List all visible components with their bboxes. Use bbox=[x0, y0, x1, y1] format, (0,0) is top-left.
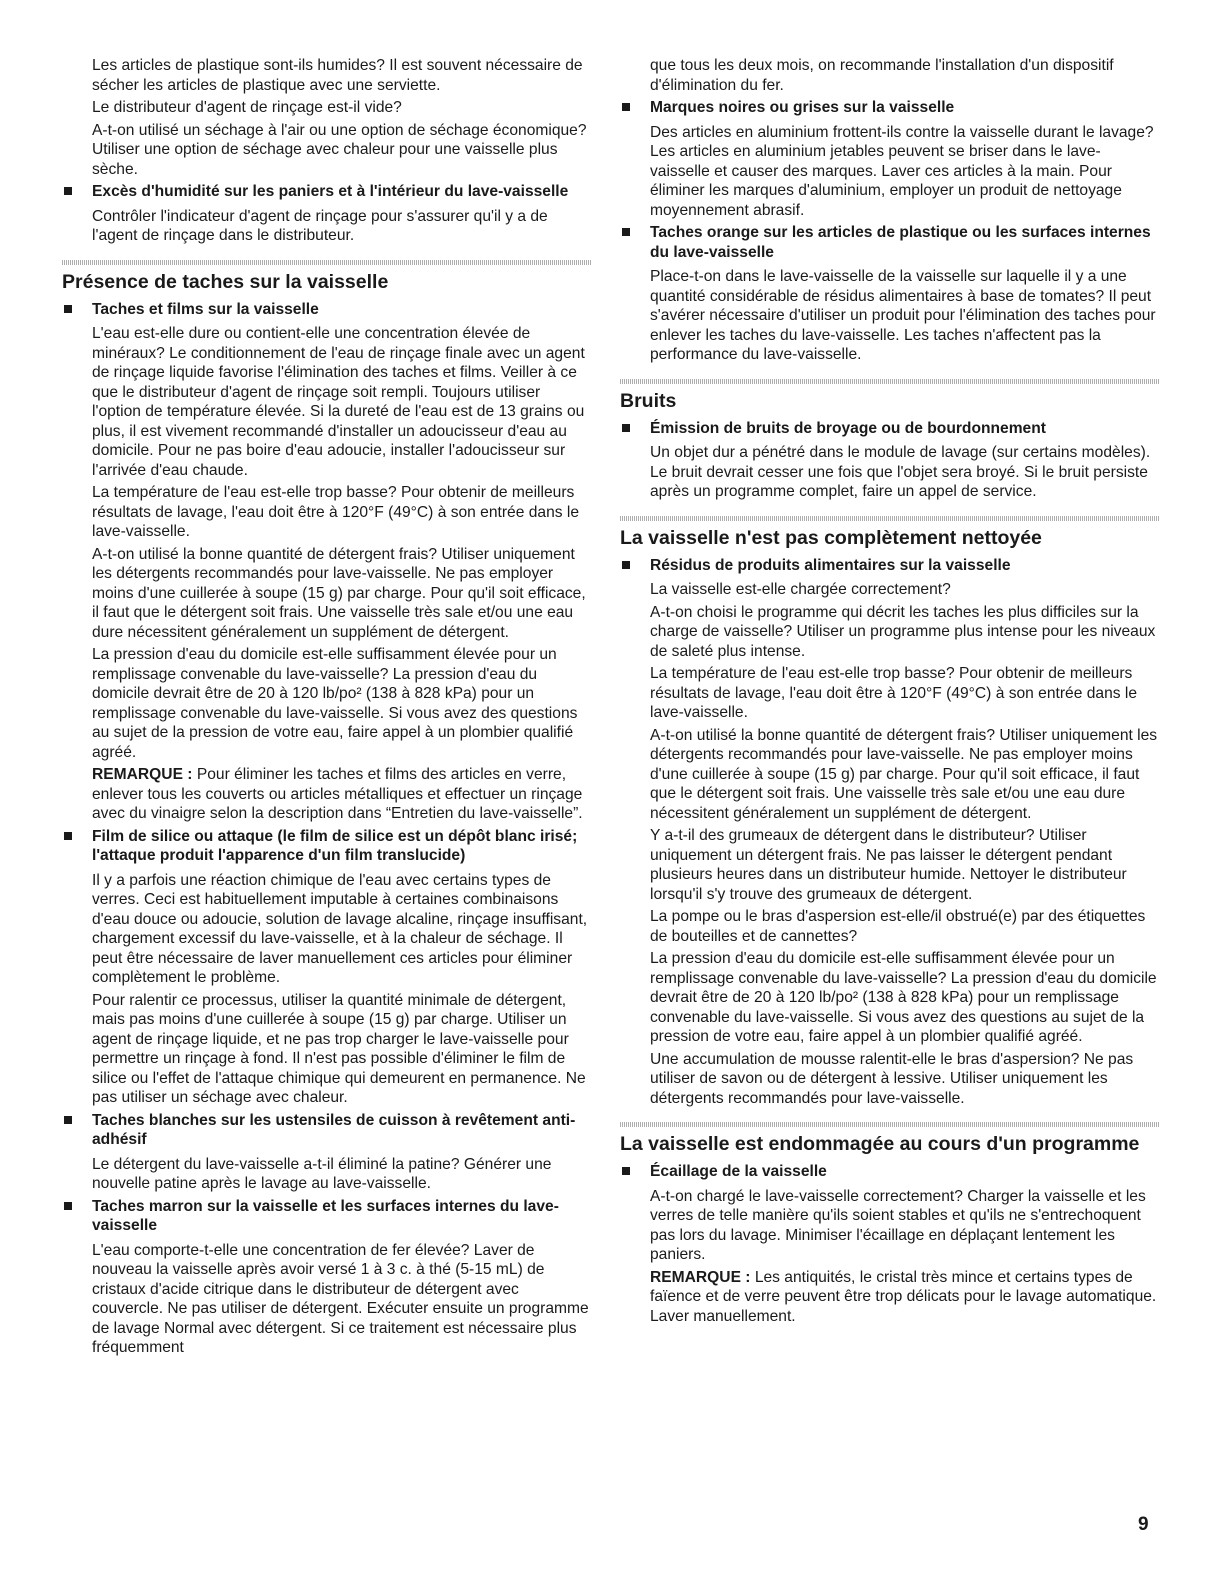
note-label: REMARQUE : bbox=[92, 766, 193, 783]
bullet-heading-text: Taches orange sur les articles de plastique ou les surfaces internes du lave-vaisselle bbox=[650, 224, 1151, 261]
note-text: Pour éliminer les taches et films des articles en verre, enlever tous les couverts ou articles métalliques et effectuer un rinçage avec du vinaigre selon la description dans “Entretien du lave-vaisselle”. bbox=[92, 766, 583, 822]
note-paragraph bbox=[620, 1268, 1160, 1327]
square-bullet-icon bbox=[622, 561, 630, 569]
section-divider bbox=[620, 379, 1160, 384]
bullet-heading-text: Taches blanches sur les ustensiles de cuisson à revêtement anti-adhésif bbox=[92, 1111, 576, 1148]
body-paragraph: L'eau est-elle dure ou contient-elle une concentration élevée de minéraux? Le conditionnement de l'eau de rinçage finale avec un agent de rinçage liquide favorise l'élimination des taches et films. Veiller à ce que le distributeur d'agent de rinçage soit rempli. Toujours utiliser l'option de température élevée. Si la dureté de l'eau est de 13 grains ou plus, il est vivement recommandé d'installer un adoucisseur d'eau au domicile. Pour ne pas boire d'eau adoucie, installer l'adoucisseur sur l'arrivée d'eau chaude. bbox=[92, 325, 585, 479]
square-bullet-icon bbox=[64, 1116, 72, 1124]
bullet-heading bbox=[620, 1162, 1160, 1182]
bullet-heading-text: Excès d'humidité sur les paniers et à l'intérieur du lave-vaisselle bbox=[92, 183, 569, 200]
section-divider bbox=[62, 260, 592, 265]
body-paragraph: Les articles de plastique sont-ils humides? Il est souvent nécessaire de sécher les articles de plastique avec une serviette. bbox=[92, 57, 583, 94]
body-paragraph: La vaisselle est-elle chargée correctement? bbox=[650, 581, 951, 598]
bullet-heading bbox=[620, 556, 1160, 576]
section-heading: Présence de taches sur la vaisselle bbox=[62, 270, 389, 293]
body-paragraph: Un objet dur a pénétré dans le module de lavage (sur certains modèles). Le bruit devrait cesser une fois que l'objet sera broyé. Si le bruit persiste après un programme complet, faire un appel de service. bbox=[650, 444, 1151, 500]
body-paragraph: La pression d'eau du domicile est-elle suffisamment élevée pour un remplissage convenable du lave-vaisselle? La pression d'eau du domicile devrait être de 20 à 120 lb/po² (138 à 828 kPa) pour un remplissage convenable du lave-vaisselle. Si vous avez des questions au sujet de la pression de votre eau, faire appel à un plombier qualifié agréé. bbox=[650, 950, 1157, 1045]
body-paragraph: Le détergent du lave-vaisselle a-t-il éliminé la patine? Générer une nouvelle patine après le lavage au lave-vaisselle. bbox=[92, 1155, 552, 1192]
body-paragraph: A-t-on utilisé la bonne quantité de détergent frais? Utiliser uniquement les détergents recommandés pour lave-vaisselle. Ne pas employer moins d'une cuillerée à soupe (15 g) par charge. Pour qu'il soit efficace, il faut que le détergent soit frais. Une vaisselle très sale et/ou une eau dure nécessitent généralement un supplément de détergent. bbox=[92, 545, 586, 641]
section-heading: Bruits bbox=[620, 389, 677, 412]
body-paragraph: que tous les deux mois, on recommande l'installation d'un dispositif d'élimination du fer. bbox=[650, 57, 1114, 94]
body-paragraph: A-t-on utilisé un séchage à l'air ou une option de séchage économique? Utiliser une option de séchage avec chaleur pour une vaisselle plus sèche. bbox=[92, 121, 587, 178]
left-column bbox=[62, 56, 592, 1361]
note-label: REMARQUE : bbox=[650, 1268, 751, 1286]
square-bullet-icon bbox=[64, 1202, 72, 1210]
square-bullet-icon bbox=[622, 228, 630, 236]
bullet-heading-text: Écaillage de la vaisselle bbox=[650, 1163, 827, 1180]
body-paragraph: Le distributeur d'agent de rinçage est-il vide? bbox=[92, 99, 402, 116]
note-text: Les antiquités, le cristal très mince et certains types de faïence et de verre peuvent être trop délicats pour le lavage automatique. Laver manuellement. bbox=[650, 1268, 1157, 1325]
bullet-heading-text: Taches marron sur la vaisselle et les surfaces internes du lave-vaisselle bbox=[92, 1197, 559, 1234]
body-paragraph: Y a-t-il des grumeaux de détergent dans le distributeur? Utiliser uniquement un détergent frais. Ne pas laisser le détergent pendant plusieurs heures dans un distributeur humide. Nettoyer le distributeur lorsqu'il s'y trouve des grumeaux de détergent. bbox=[650, 827, 1127, 903]
section-divider bbox=[620, 1122, 1160, 1127]
bullet-heading-text: Émission de bruits de broyage ou de bourdonnement bbox=[650, 419, 1046, 437]
square-bullet-icon bbox=[64, 832, 72, 840]
body-paragraph: La pompe ou le bras d'aspersion est-elle/il obstrué(e) par des étiquettes de bouteilles et de cannettes? bbox=[650, 908, 1146, 945]
section-heading: La vaisselle est endommagée au cours d'un programme bbox=[620, 1133, 1140, 1155]
body-paragraph: A-t-on utilisé la bonne quantité de détergent frais? Utiliser uniquement les détergents recommandés pour lave-vaisselle. Ne pas employer moins d'une cuillerée à soupe (15 g) par charge. Pour qu'il soit efficace, il faut que le détergent soit frais. Une vaisselle très sale et/ou une eau dure nécessitent généralement un supplément de détergent. bbox=[650, 726, 1158, 822]
bullet-heading-text: Résidus de produits alimentaires sur la vaisselle bbox=[650, 556, 1011, 574]
body-paragraph: La température de l'eau est-elle trop basse? Pour obtenir de meilleurs résultats de lavage, l'eau doit être à 120°F (49°C) à son entrée dans le lave-vaisselle. bbox=[650, 665, 1138, 721]
body-paragraph: La pression d'eau du domicile est-elle suffisamment élevée pour un remplissage convenable du lave-vaisselle? La pression d'eau du domicile devrait être de 20 à 120 lb/po² (138 à 828 kPa) pour un remplissage convenable du lave-vaisselle. Si vous avez des questions au sujet de la pression de votre eau, faire appel à un plombier qualifié agréé. bbox=[92, 646, 578, 761]
body-paragraph: Pour ralentir ce processus, utiliser la quantité minimale de détergent, mais pas moins d'une cuillerée à soupe (15 g) par charge. Utiliser un agent de rinçage liquide, et ne pas trop charger le lave-vaisselle pour permettre un rinçage à fond. Il n'est pas possible d'éliminer le film de silice ou l'effet de l'attaque chimique qui demeurent en permanence. Ne pas utiliser un séchage avec chaleur. bbox=[92, 991, 586, 1106]
right-column bbox=[620, 56, 1160, 1329]
bullet-heading bbox=[62, 827, 592, 866]
bullet-heading-text: Taches et films sur la vaisselle bbox=[92, 300, 319, 318]
section-heading: La vaisselle n'est pas complètement nettoyée bbox=[620, 526, 1042, 549]
body-paragraph: A-t-on choisi le programme qui décrit les taches les plus difficiles sur la charge de vaisselle? Utiliser un programme plus intense pour les niveaux de saleté plus intense. bbox=[650, 603, 1156, 660]
section-divider bbox=[620, 516, 1160, 521]
body-paragraph: Des articles en aluminium frottent-ils contre la vaisselle durant le lavage? Les articles en aluminium jetables peuvent se briser dans le lave-vaisselle et causer des marques. Laver ces articles à la main. Pour éliminer les marques d'aluminium, employer un produit de nettoyage moyennement abrasif. bbox=[650, 123, 1154, 219]
body-paragraph: Il y a parfois une réaction chimique de l'eau avec certains types de verres. Ceci est habituellement imputable à certaines combinaisons d'eau douce ou adoucie, solution de lavage alcaline, rinçage insuffisant, chargement excessif du lave-vaisselle, et à la chaleur de séchage. Il peut être nécessaire de laver manuellement ces articles pour éliminer complètement le problème. bbox=[92, 871, 588, 986]
bullet-heading-text: Film de silice ou attaque (le film de silice est un dépôt blanc irisé; l'attaque produit l'apparence d'un film translucide) bbox=[92, 827, 578, 864]
body-paragraph: Contrôler l'indicateur d'agent de rinçage pour s'assurer qu'il y a de l'agent de rinçage dans le distributeur. bbox=[92, 207, 548, 244]
body-paragraph: La température de l'eau est-elle trop basse? Pour obtenir de meilleurs résultats de lavage, l'eau doit être à 120°F (49°C) à son entrée dans le lave-vaisselle. bbox=[92, 484, 580, 540]
body-paragraph: Place-t-on dans le lave-vaisselle de la vaisselle sur laquelle il y a une quantité considérable de résidus alimentaires à base de tomates? Il peut s'avérer nécessaire d'utiliser un produit pour l'élimination des taches pour enlever les taches du lave-vaisselle. Les taches n'affectent pas la performance du lave-vaisselle. bbox=[650, 268, 1156, 363]
bullet-heading bbox=[620, 419, 1160, 439]
square-bullet-icon bbox=[622, 103, 630, 111]
bullet-heading bbox=[62, 300, 592, 320]
bullet-heading bbox=[62, 182, 592, 202]
bullet-heading bbox=[620, 98, 1160, 118]
square-bullet-icon bbox=[64, 187, 72, 195]
square-bullet-icon bbox=[622, 424, 630, 432]
bullet-heading bbox=[620, 223, 1160, 262]
page-number: 9 bbox=[1138, 1514, 1149, 1535]
square-bullet-icon bbox=[622, 1167, 630, 1175]
square-bullet-icon bbox=[64, 305, 72, 313]
note-paragraph bbox=[62, 765, 592, 824]
body-paragraph: Une accumulation de mousse ralentit-elle le bras d'aspersion? Ne pas utiliser de savon ou de détergent à lessive. Utiliser uniquement les détergents recommandés pour lave-vaisselle. bbox=[650, 1050, 1134, 1107]
bullet-heading bbox=[62, 1197, 592, 1236]
body-paragraph: A-t-on chargé le lave-vaisselle correctement? Charger la vaisselle et les verres de telle manière qu'ils soient stables et qu'ils ne s'entrechoquent pas lors du lavage. Minimiser l'écaillage en déplaçant lentement les paniers. bbox=[650, 1187, 1146, 1263]
body-paragraph: L'eau comporte-t-elle une concentration de fer élevée? Laver de nouveau la vaisselle après avoir versé 1 à 3 c. à thé (5-15 mL) de cristaux d'acide citrique dans le distributeur de détergent avec couvercle. Ne pas utiliser de détergent. Exécuter ensuite un programme de lavage Normal avec détergent. Si ce traitement est nécessaire plus fréquemment bbox=[92, 1241, 589, 1356]
bullet-heading bbox=[62, 1111, 592, 1150]
bullet-heading-text: Marques noires ou grises sur la vaisselle bbox=[650, 99, 955, 116]
